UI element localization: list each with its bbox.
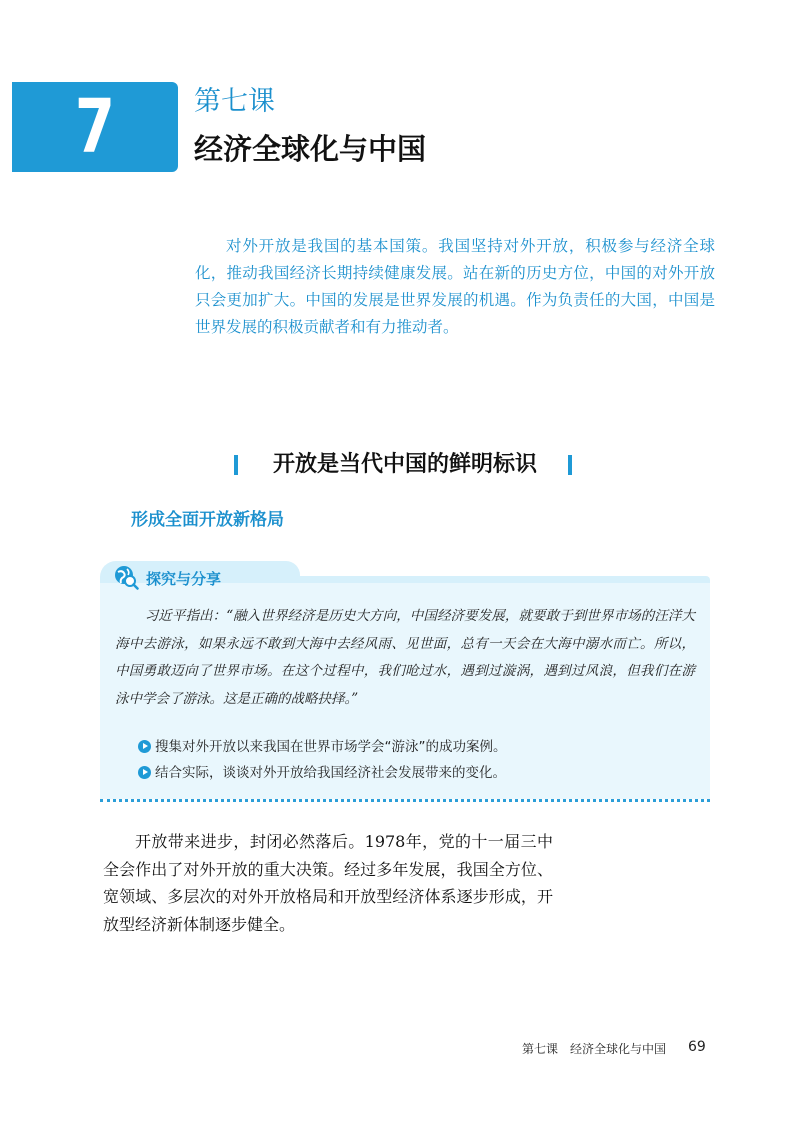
section-heading-bar-right <box>568 455 572 475</box>
explore-share-label: 探究与分享 <box>146 570 222 588</box>
play-arrow-icon <box>138 766 151 779</box>
globe-magnifier-icon <box>113 564 139 590</box>
section-heading: 开放是当代中国的鲜明标识 <box>272 452 537 477</box>
explore-task <box>138 763 506 783</box>
play-arrow-icon <box>138 740 151 753</box>
chapter-number-block <box>12 82 178 172</box>
explore-task <box>138 737 507 757</box>
sub-heading: 形成全面开放新格局 <box>131 510 284 530</box>
explore-quote: 习近平指出：“融入世界经济是历史大方向，中国经济要发展，就要敢于到世界市场的汪洋大海中去游泳，如果永远不敢到大海中去经风雨、见世面，总有一天会在大海中溺水而亡。所以，中国勇敢迈向了世界市场。在这个过程中，我们呛过水，遇到过漩涡，遇到过风浪，但我们在游泳中学会了游泳。这是正确的战略抉择。” <box>115 608 695 707</box>
body-paragraph: 开放带来进步，封闭必然落后。1978年，党的十一届三中全会作出了对外开放的重大决策。经过多年发展，我国全方位、宽领域、多层次的对外开放格局和开放型经济体系逐步形成，开放型经济新体制逐步健全。 <box>103 832 553 934</box>
footer-chapter: 第七课 <box>522 1042 559 1056</box>
lesson-introduction: 对外开放是我国的基本国策。我国坚持对外开放，积极参与经济全球化，推动我国经济长期持续健康发展。站在新的历史方位，中国的对外开放只会更加扩大。中国的发展是世界发展的机遇。作为负责任的大国，中国是世界发展的积极贡献者和有力推动者。 <box>195 237 715 336</box>
page-number: 69 <box>688 1039 706 1055</box>
footer-title: 经济全球化与中国 <box>570 1042 667 1056</box>
explore-box-dotted-border <box>100 799 710 802</box>
lesson-label: 第七课 <box>194 86 275 117</box>
chapter-number: 7 <box>74 84 116 170</box>
explore-task-text: 结合实际，谈谈对外开放给我国经济社会发展带来的变化。 <box>155 765 506 781</box>
lesson-title: 经济全球化与中国 <box>194 132 427 166</box>
explore-task-text: 搜集对外开放以来我国在世界市场学会“游泳”的成功案例。 <box>155 739 507 755</box>
